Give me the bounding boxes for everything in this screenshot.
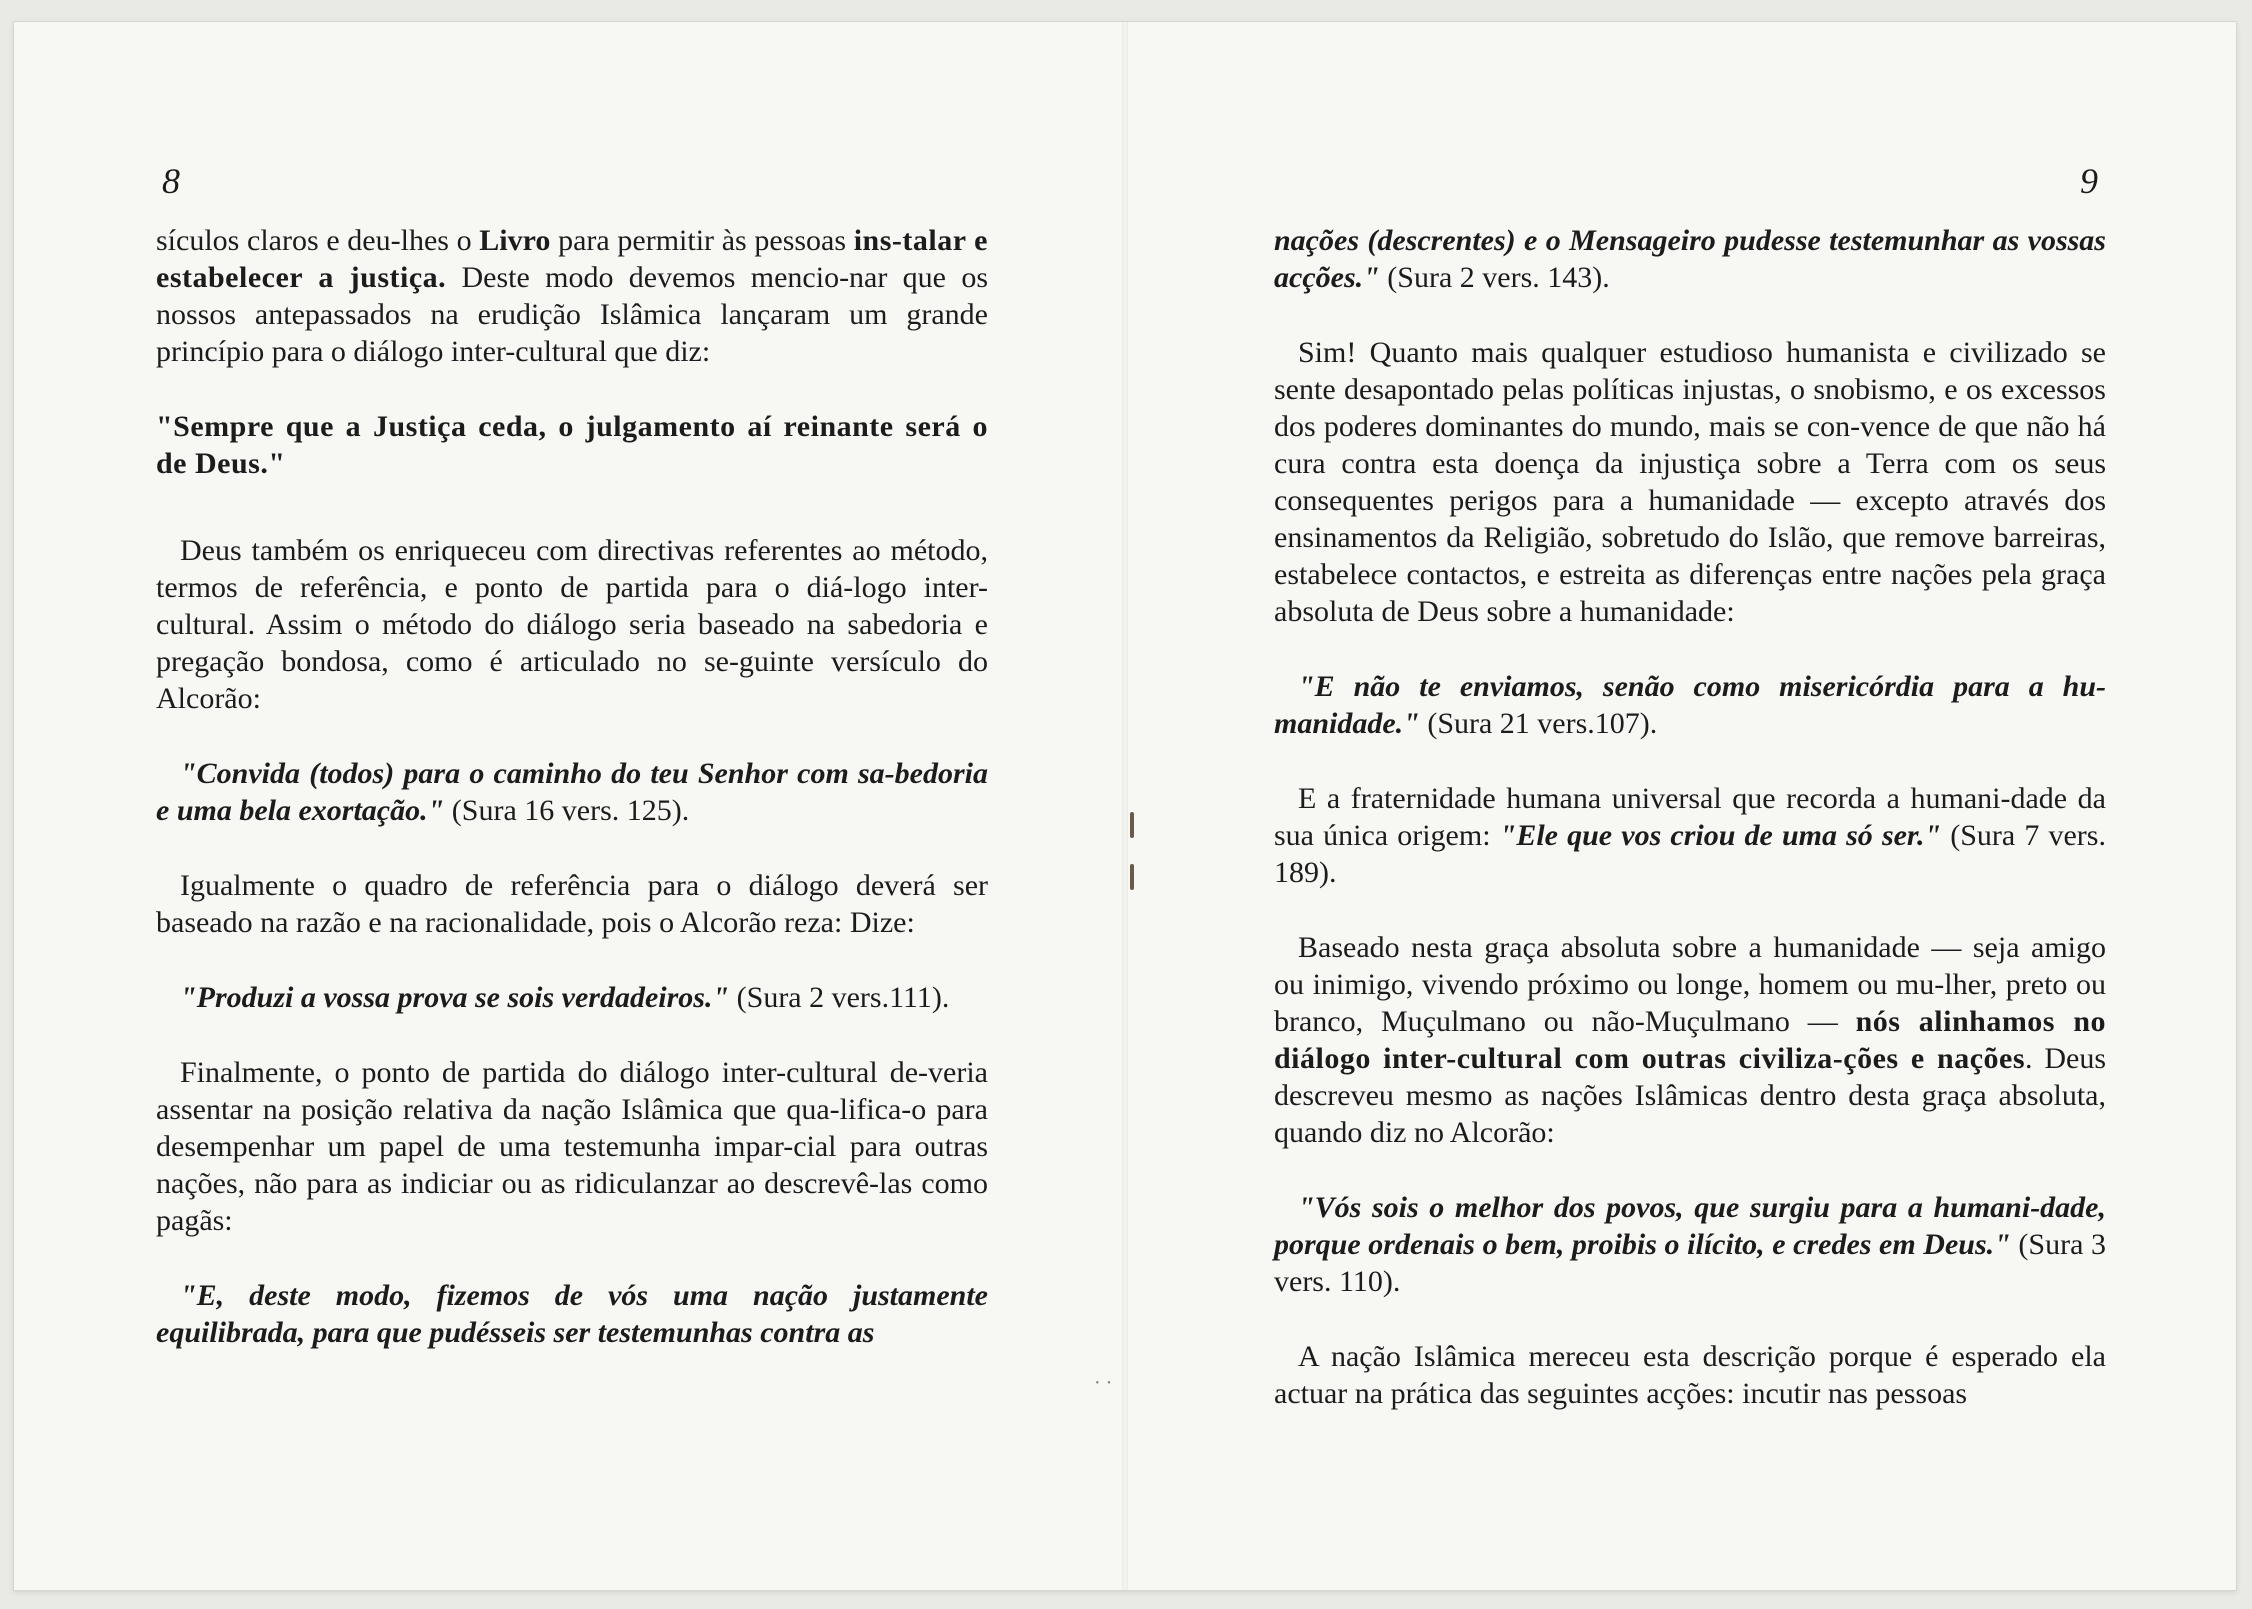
paragraph bbox=[1274, 929, 2106, 1151]
quote-paragraph bbox=[1274, 668, 2106, 742]
paragraph: A nação Islâmica mereceu esta descrição porque é esperado ela actuar na prática das seguintes acções: incutir nas pessoas bbox=[1274, 1340, 2106, 1410]
quote-paragraph bbox=[156, 408, 988, 482]
bold-text: Livro bbox=[479, 224, 551, 257]
sura-reference: (Sura 21 vers.107). bbox=[1419, 707, 1658, 740]
book-spread bbox=[14, 22, 2236, 1590]
text-run: sículos claros e deu-lhes o bbox=[156, 224, 480, 257]
paragraph: Igualmente o quadro de referência para o diálogo deverá ser baseado na razão e na racionalidade, pois o Alcorão reza: Dize: bbox=[156, 869, 988, 939]
sura-reference: (Sura 16 vers. 125). bbox=[444, 794, 690, 827]
page-number: 9 bbox=[2080, 161, 2098, 201]
text-run: Deste modo devemos mencio-nar que os nossos antepassados na erudição Islâmica lançaram um grande princípio para o diálogo inter-cultural que diz: bbox=[156, 261, 989, 368]
text-run: E a fraternidade humana universal que recorda a humani-dade da sua única origem: bbox=[1274, 782, 2106, 852]
sura-reference: (Sura 3 vers. 110). bbox=[1274, 1228, 2106, 1298]
quran-quote: "E, deste modo, fizemos de vós uma nação justamente equilibrada, para que pudésseis ser testemunhas contra as bbox=[156, 1279, 988, 1349]
sura-reference: (Sura 7 vers. 189). bbox=[1274, 819, 2106, 889]
paragraph bbox=[1274, 780, 2106, 891]
quran-quote: "Produzi a vossa prova se sois verdadeiros." bbox=[180, 981, 730, 1014]
quote-paragraph bbox=[1274, 222, 2106, 296]
paragraph: Finalmente, o ponto de partida do diálogo inter-cultural de-veria assentar na posição relativa da nação Islâmica que qua-lifica-o para desempenhar um papel de uma testemunha impar-cial para outras nações, não para as indiciar ou as ridiculanzar ao descrevê-las como pagãs: bbox=[156, 1056, 988, 1237]
quran-quote: "Ele que vos criou de uma só ser." bbox=[1499, 819, 1942, 852]
text-run: . Deus descreveu mesmo as nações Islâmicas dentro desta graça absoluta, quando diz no Alcorão: bbox=[1274, 1042, 2107, 1149]
sura-reference: (Sura 2 vers.111). bbox=[729, 981, 950, 1014]
sura-reference: (Sura 2 vers. 143). bbox=[1379, 261, 1610, 294]
left-page-text bbox=[156, 222, 988, 1389]
bold-text: nós alinhamos no diálogo inter-cultural com outras civiliza-ções e nações bbox=[1274, 1005, 2107, 1075]
bold-text: ins-talar e estabelecer a justiça. bbox=[156, 224, 988, 294]
quote-paragraph bbox=[1274, 1189, 2106, 1300]
quran-quote: "Convida (todos) para o caminho do teu Senhor com sa-bedoria e uma bela exortação." bbox=[156, 757, 988, 827]
quran-quote: "Vós sois o melhor dos povos, que surgiu para a humani-dade, porque ordenais o bem, proibis o ilícito, e credes em Deus." bbox=[1274, 1191, 2106, 1261]
right-page bbox=[1125, 22, 2236, 1590]
bold-quote: "Sempre que a Justiça ceda, o julgamento aí reinante será o de Deus." bbox=[156, 410, 988, 480]
paragraph: Sim! Quanto mais qualquer estudioso humanista e civilizado se sente desapontado pelas políticas injustas, o snobismo, e os excessos dos poderes dominantes do mundo, mais se con-vence de que não há cura contra esta doença da injustiça sobre a Terra com os seus consequentes perigos para a humanidade — excepto através dos ensinamentos da Religião, sobretudo do Islão, que remove barreiras, estabelece contactos, e estreita as diferenças entre nações pela graça absoluta de Deus sobre a humanidade: bbox=[1274, 336, 2106, 628]
left-page bbox=[14, 22, 1125, 1590]
paper-speck: · · bbox=[1094, 1372, 1113, 1394]
quote-paragraph bbox=[156, 1277, 988, 1351]
quote-paragraph bbox=[156, 755, 988, 829]
text-run: Baseado nesta graça absoluta sobre a humanidade — seja amigo ou inimigo, vivendo próximo ou longe, homem ou mu-lher, preto ou branco, Muçulmano ou não-Muçulmano — bbox=[1274, 931, 2106, 1038]
quran-quote: nações (descrentes) e o Mensageiro pudesse testemunhar as vossas acções." bbox=[1274, 224, 2106, 294]
quran-quote: "E não te enviamos, senão como misericórdia para a hu-manidade." bbox=[1274, 670, 2106, 740]
page-number: 8 bbox=[162, 161, 180, 201]
paragraph bbox=[156, 222, 988, 370]
right-page-text bbox=[1274, 222, 2106, 1450]
text-run: para permitir às pessoas bbox=[550, 224, 854, 257]
paragraph: Deus também os enriqueceu com directivas referentes ao método, termos de referência, e ponto de partida para o diá-logo inter-cultural. Assim o método do diálogo seria baseado na sabedoria e pregação bondosa, como é articulado no se-guinte versículo do Alcorão: bbox=[156, 534, 988, 715]
quote-paragraph bbox=[156, 979, 988, 1016]
